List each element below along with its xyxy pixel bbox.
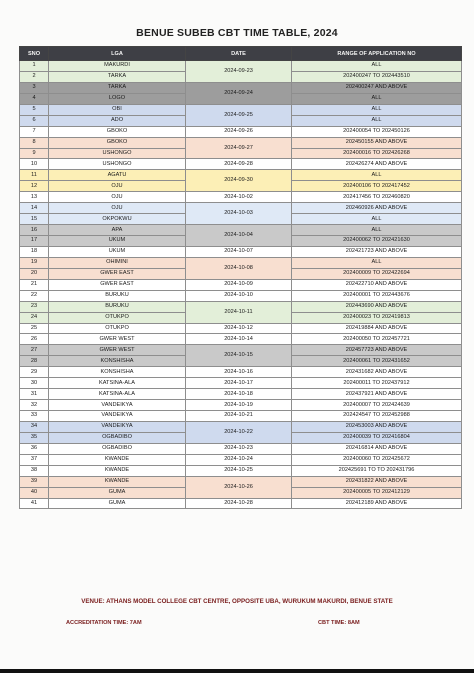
cell-range: 202400039 TO 202416804 xyxy=(292,432,462,443)
cell-date: 2024-10-04 xyxy=(186,225,292,247)
cell-range: 202431682 AND ABOVE xyxy=(292,367,462,378)
accreditation-time: ACCREDITATION TIME: 7AM xyxy=(66,620,142,626)
cell-range: 202426274 AND ABOVE xyxy=(292,159,462,170)
page-title: BENUE SUBEB CBT TIME TABLE, 2024 xyxy=(136,27,338,39)
cell-lga: KATSINA-ALA xyxy=(49,378,186,389)
table-header-row xyxy=(20,47,462,61)
cell-sno: 30 xyxy=(20,378,49,389)
cell-lga: USHONGO xyxy=(49,148,186,159)
cell-sno: 14 xyxy=(20,203,49,214)
cell-date: 2024-10-26 xyxy=(186,476,292,498)
cell-lga: BURUKU xyxy=(49,301,186,312)
table-row xyxy=(20,400,462,411)
table-row xyxy=(20,454,462,465)
cell-range: 202400054 TO 202450126 xyxy=(292,126,462,137)
cell-sno: 6 xyxy=(20,115,49,126)
cell-date: 2024-10-10 xyxy=(186,290,292,301)
cell-range: 202417456 TO 202460820 xyxy=(292,192,462,203)
cell-range: 202453003 AND ABOVE xyxy=(292,421,462,432)
header-range: RANGE OF APPLICATION NO xyxy=(292,47,462,61)
table-row xyxy=(20,498,462,509)
cell-lga: LOGO xyxy=(49,93,186,104)
cell-range: 202400005 TO 202412129 xyxy=(292,487,462,498)
cell-range: 202400001 TO 202443676 xyxy=(292,290,462,301)
table-row xyxy=(20,421,462,432)
cell-lga: GUMA xyxy=(49,498,186,509)
cell-lga: GUMA xyxy=(49,487,186,498)
cell-sno: 27 xyxy=(20,345,49,356)
cell-lga: ADO xyxy=(49,115,186,126)
cell-lga: KONSHISHA xyxy=(49,367,186,378)
table-row xyxy=(20,301,462,312)
cell-date: 2024-10-14 xyxy=(186,334,292,345)
cell-sno: 21 xyxy=(20,279,49,290)
cell-sno: 5 xyxy=(20,104,49,115)
cell-sno: 1 xyxy=(20,61,49,72)
cell-lga: AGATU xyxy=(49,170,186,181)
cell-range: 202425691 TO TO 202431796 xyxy=(292,465,462,476)
cell-sno: 38 xyxy=(20,465,49,476)
cell-range: 202443690 AND ABOVE xyxy=(292,301,462,312)
cell-range: ALL xyxy=(292,257,462,268)
cell-sno: 41 xyxy=(20,498,49,509)
cell-sno: 31 xyxy=(20,389,49,400)
cell-sno: 20 xyxy=(20,268,49,279)
cell-range: 202457723 AND ABOVE xyxy=(292,345,462,356)
cell-date: 2024-09-28 xyxy=(186,159,292,170)
table-row xyxy=(20,137,462,148)
cell-lga: KONSHISHA xyxy=(49,356,186,367)
table-row xyxy=(20,203,462,214)
cell-range: 202400007 TO 202424639 xyxy=(292,400,462,411)
cell-lga: KWANDE xyxy=(49,476,186,487)
cell-sno: 8 xyxy=(20,137,49,148)
cell-sno: 26 xyxy=(20,334,49,345)
cell-lga: BURUKU xyxy=(49,290,186,301)
cell-lga: GWER EAST xyxy=(49,279,186,290)
table-row xyxy=(20,411,462,422)
table-row xyxy=(20,82,462,93)
cell-range: 202437921 AND ABOVE xyxy=(292,389,462,400)
cell-range: ALL xyxy=(292,93,462,104)
table-row xyxy=(20,334,462,345)
cell-sno: 4 xyxy=(20,93,49,104)
cell-date: 2024-10-21 xyxy=(186,411,292,422)
cell-range: 202400050 TO 202457721 xyxy=(292,334,462,345)
cell-lga: GBOKO xyxy=(49,126,186,137)
cell-lga: APA xyxy=(49,225,186,236)
cell-date: 2024-10-15 xyxy=(186,345,292,367)
cell-date: 2024-10-02 xyxy=(186,192,292,203)
cell-lga: OTUKPO xyxy=(49,312,186,323)
bottom-edge xyxy=(0,669,474,673)
cell-sno: 11 xyxy=(20,170,49,181)
cell-range: 202421723 AND ABOVE xyxy=(292,246,462,257)
cell-sno: 12 xyxy=(20,181,49,192)
cell-range: 202400247 TO 202443510 xyxy=(292,71,462,82)
cell-range: 202400062 TO 202421630 xyxy=(292,236,462,247)
cell-date: 2024-10-12 xyxy=(186,323,292,334)
table-row xyxy=(20,378,462,389)
cell-range: 202400009 TO 202422694 xyxy=(292,268,462,279)
cell-lga: GWER EAST xyxy=(49,268,186,279)
cell-lga: OBI xyxy=(49,104,186,115)
cell-range: 202400023 TO 202419813 xyxy=(292,312,462,323)
cell-sno: 40 xyxy=(20,487,49,498)
table-row xyxy=(20,389,462,400)
cell-date: 2024-10-16 xyxy=(186,367,292,378)
cell-lga: TARKA xyxy=(49,82,186,93)
cell-range: 202400247 AND ABOVE xyxy=(292,82,462,93)
table-row xyxy=(20,323,462,334)
cell-date: 2024-10-28 xyxy=(186,498,292,509)
cell-sno: 33 xyxy=(20,411,49,422)
cell-range: ALL xyxy=(292,225,462,236)
table-row xyxy=(20,367,462,378)
cell-lga: TARKA xyxy=(49,71,186,82)
cell-sno: 22 xyxy=(20,290,49,301)
table-row xyxy=(20,476,462,487)
cell-sno: 2 xyxy=(20,71,49,82)
cell-lga: OJU xyxy=(49,181,186,192)
cell-date: 2024-10-23 xyxy=(186,443,292,454)
cell-range: 202400016 TO 202426268 xyxy=(292,148,462,159)
cell-sno: 34 xyxy=(20,421,49,432)
cell-lga: OGBADIBO xyxy=(49,443,186,454)
cell-range: ALL xyxy=(292,61,462,72)
cell-date: 2024-10-08 xyxy=(186,257,292,279)
cell-date: 2024-09-25 xyxy=(186,104,292,126)
cell-sno: 36 xyxy=(20,443,49,454)
cell-range: 202424547 TO 202452988 xyxy=(292,411,462,422)
cell-sno: 25 xyxy=(20,323,49,334)
cell-sno: 15 xyxy=(20,214,49,225)
table-row xyxy=(20,443,462,454)
cell-range: 202431822 AND ABOVE xyxy=(292,476,462,487)
cell-date: 2024-09-26 xyxy=(186,126,292,137)
cell-range: 202419884 AND ABOVE xyxy=(292,323,462,334)
cell-sno: 32 xyxy=(20,400,49,411)
cell-date: 2024-09-30 xyxy=(186,170,292,192)
cell-lga: KATSINA-ALA xyxy=(49,389,186,400)
cell-lga: OJU xyxy=(49,203,186,214)
cell-date: 2024-10-25 xyxy=(186,465,292,476)
cbt-time: CBT TIME: 8AM xyxy=(318,620,360,626)
cell-date: 2024-10-24 xyxy=(186,454,292,465)
table-body xyxy=(20,61,462,509)
cell-sno: 35 xyxy=(20,432,49,443)
cell-range: 202400106 TO 202417452 xyxy=(292,181,462,192)
table-row xyxy=(20,61,462,72)
table-row xyxy=(20,170,462,181)
cell-sno: 18 xyxy=(20,246,49,257)
cell-lga: GBOKO xyxy=(49,137,186,148)
table-row xyxy=(20,104,462,115)
cell-date: 2024-09-23 xyxy=(186,61,292,83)
table-row xyxy=(20,257,462,268)
table-row xyxy=(20,192,462,203)
cell-lga: VANDEIKYA xyxy=(49,411,186,422)
header-sno: SNO xyxy=(20,47,49,61)
table-row xyxy=(20,345,462,356)
header-date: DATE xyxy=(186,47,292,61)
table-row xyxy=(20,225,462,236)
cell-sno: 19 xyxy=(20,257,49,268)
cell-sno: 29 xyxy=(20,367,49,378)
cell-lga: VANDEIKYA xyxy=(49,400,186,411)
cell-range: 202422710 AND ABOVE xyxy=(292,279,462,290)
cell-sno: 39 xyxy=(20,476,49,487)
cell-lga: GWER WEST xyxy=(49,345,186,356)
cell-lga: USHONGO xyxy=(49,159,186,170)
cell-lga: KWANDE xyxy=(49,465,186,476)
cell-date: 2024-10-07 xyxy=(186,246,292,257)
cell-date: 2024-10-17 xyxy=(186,378,292,389)
cell-sno: 10 xyxy=(20,159,49,170)
cell-lga: OHIMINI xyxy=(49,257,186,268)
table-row xyxy=(20,246,462,257)
cell-sno: 9 xyxy=(20,148,49,159)
table-row xyxy=(20,279,462,290)
cell-lga: MAKURDI xyxy=(49,61,186,72)
cell-sno: 24 xyxy=(20,312,49,323)
venue-note: VENUE: ATHANS MODEL COLLEGE CBT CENTRE, OPPOSITE UBA, WURUKUM MAKURDI, BENUE STATE xyxy=(81,598,393,605)
cell-range: 202450155 AND ABOVE xyxy=(292,137,462,148)
cell-lga: OTUKPO xyxy=(49,323,186,334)
cell-lga: GWER WEST xyxy=(49,334,186,345)
cell-range: ALL xyxy=(292,104,462,115)
cell-lga: UKUM xyxy=(49,246,186,257)
cell-date: 2024-10-18 xyxy=(186,389,292,400)
cell-range: 202400061 TO 202431652 xyxy=(292,356,462,367)
cell-sno: 17 xyxy=(20,236,49,247)
table-row xyxy=(20,465,462,476)
cell-date: 2024-10-11 xyxy=(186,301,292,323)
cell-date: 2024-09-27 xyxy=(186,137,292,159)
table-row xyxy=(20,126,462,137)
table-row xyxy=(20,290,462,301)
cell-range: ALL xyxy=(292,115,462,126)
cell-lga: UKUM xyxy=(49,236,186,247)
cell-date: 2024-10-03 xyxy=(186,203,292,225)
cell-range: 202412189 AND ABOVE xyxy=(292,498,462,509)
cell-range: 202416814 AND ABOVE xyxy=(292,443,462,454)
cell-sno: 13 xyxy=(20,192,49,203)
cell-range: 202400060 TO 202425672 xyxy=(292,454,462,465)
cell-lga: OGBADIBO xyxy=(49,432,186,443)
cell-sno: 7 xyxy=(20,126,49,137)
cell-sno: 37 xyxy=(20,454,49,465)
cell-date: 2024-10-19 xyxy=(186,400,292,411)
cell-date: 2024-09-24 xyxy=(186,82,292,104)
cell-lga: OKPOKWU xyxy=(49,214,186,225)
table-row xyxy=(20,159,462,170)
header-lga: LGA xyxy=(49,47,186,61)
cell-lga: KWANDE xyxy=(49,454,186,465)
cell-sno: 3 xyxy=(20,82,49,93)
cell-range: ALL xyxy=(292,170,462,181)
timetable xyxy=(19,46,462,509)
cell-sno: 16 xyxy=(20,225,49,236)
cell-sno: 23 xyxy=(20,301,49,312)
cell-sno: 28 xyxy=(20,356,49,367)
cell-range: 202400011 TO 202437912 xyxy=(292,378,462,389)
cell-range: ALL xyxy=(292,214,462,225)
cell-date: 2024-10-09 xyxy=(186,279,292,290)
cell-lga: OJU xyxy=(49,192,186,203)
cell-range: 202460926 AND ABOVE xyxy=(292,203,462,214)
cell-date: 2024-10-22 xyxy=(186,421,292,443)
cell-lga: VANDEIKYA xyxy=(49,421,186,432)
